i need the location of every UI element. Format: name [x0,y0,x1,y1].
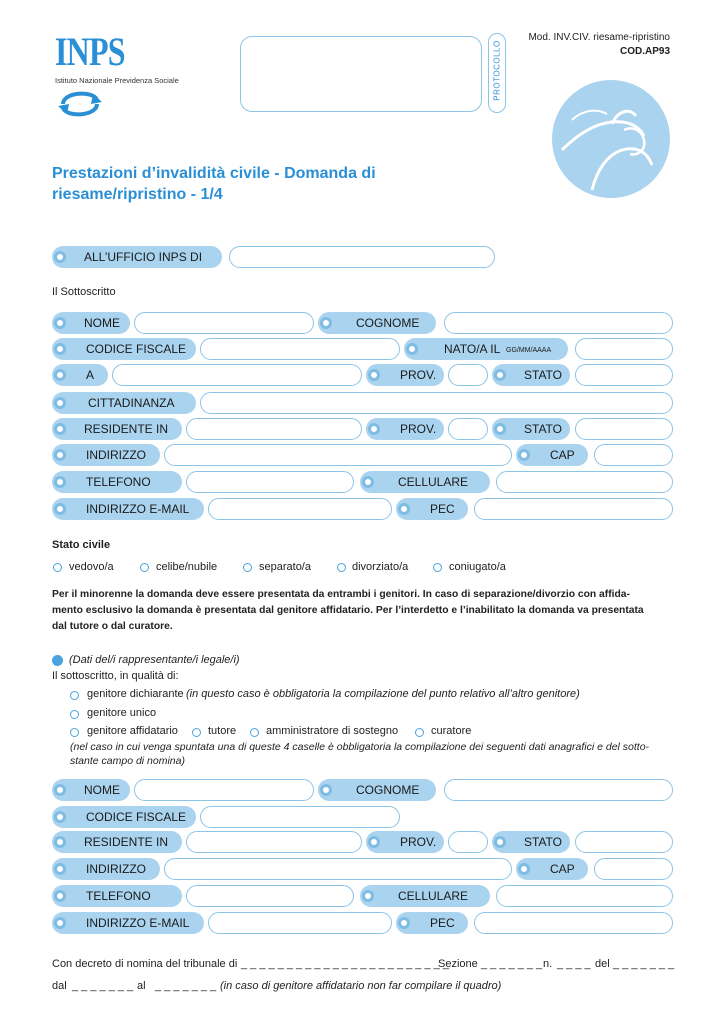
rappresentante-title: (Dati del/i rappresentante/i legale/i) [69,654,240,666]
protocollo-label: PROTOCOLLO [492,40,502,101]
telefono-field-2[interactable] [186,885,354,907]
cittadinanza-label: CITTADINANZA [52,392,196,414]
decreto-n-blank[interactable]: _ _ _ _ [557,958,591,970]
decreto-dal-label: dal [52,980,67,992]
minorenne-line3: dal tutore o dal curatore. [52,621,173,632]
coniugato-label: coniugato/a [449,561,506,573]
page-title-line2: riesame/ripristino - 1/4 [52,186,223,203]
mod-code: Mod. INV.CIV. riesame-ripristino [528,32,670,43]
prov-field-2[interactable] [448,418,488,440]
a-field[interactable] [112,364,362,386]
cellulare-label-1: CELLULARE [360,471,490,493]
minorenne-line2: mento esclusivo la domanda è presentata dal genitore affidatario. Per l’interdetto e l’inabilitato la domanda va presentata [52,605,644,616]
email-field-2[interactable] [208,912,392,934]
stato-field-1[interactable] [575,364,673,386]
residente-field-1[interactable] [186,418,362,440]
pec-field-2[interactable] [474,912,673,934]
cap-label-1: CAP [516,444,588,466]
telefono-label-1: TELEFONO [52,471,182,493]
coniugato-radio[interactable] [433,563,442,572]
stato-field-2[interactable] [575,418,673,440]
vedovo-label: vedovo/a [69,561,114,573]
decreto-sezione-blank[interactable]: _ _ _ _ _ _ _ [481,958,543,970]
a-label: A [52,364,108,386]
cognome-field-2[interactable] [444,779,673,801]
cap-field-1[interactable] [594,444,673,466]
codice-fiscale-label: CODICE FISCALE [52,338,196,360]
curatore-label: curatore [431,725,472,737]
decreto-del-label: del [595,958,610,970]
codice-fiscale-field[interactable] [200,338,400,360]
ufficio-label: ALL’UFFICIO INPS DI [52,246,222,268]
decreto-al-label: al [137,980,146,992]
inps-logo [55,30,195,120]
email-field-1[interactable] [208,498,392,520]
genitore-affidatario-label: genitore affidatario [87,725,178,737]
stato-label-3: STATO [492,831,570,853]
rappresentante-note2: stante campo di nomina) [70,755,185,767]
celibe-label: celibe/nubile [156,561,218,573]
rappresentante-bullet [52,655,63,666]
genitore-unico-label: genitore unico [87,707,157,719]
indirizzo-label-2: INDIRIZZO [52,858,160,880]
decreto-tribunale-label: Con decreto di nomina del tribunale di [52,958,238,970]
genitore-dichiarante-note: (in questo caso è obbligatoria la compilazione del punto relativo all’altro genitore) [186,688,580,700]
decreto-dal-blank[interactable]: _ _ _ _ _ _ _ [72,980,134,992]
cap-field-2[interactable] [594,858,673,880]
stato-civile-title: Stato civile [52,539,111,551]
telefono-label-2: TELEFONO [52,885,182,907]
decreto-al-blank[interactable]: _ _ _ _ _ _ _ [155,980,217,992]
prov-label-3: PROV. [366,831,444,853]
prov-field-3[interactable] [448,831,488,853]
separato-radio[interactable] [243,563,252,572]
cognome-field[interactable] [444,312,673,334]
pec-label-2: PEC [396,912,468,934]
indirizzo-field-2[interactable] [164,858,512,880]
rappresentante-note1: (nel caso in cui venga spuntata una di queste 4 caselle è obbligatoria la compilazione dei seguenti dati anagrafici e del sotto- [70,741,650,753]
decreto-del-blank[interactable]: _ _ _ _ _ _ _ [613,958,675,970]
nato-il-field[interactable] [575,338,673,360]
genitore-unico-radio[interactable] [70,710,79,719]
stato-field-3[interactable] [575,831,673,853]
genitore-affidatario-radio[interactable] [70,728,79,737]
cittadinanza-field[interactable] [200,392,673,414]
nato-il-label: NATO/A IL GG/MM/AAAA [404,338,568,360]
residente-field-2[interactable] [186,831,362,853]
rappresentante-intro: Il sottoscritto, in qualità di: [52,670,179,682]
codice-fiscale-field-2[interactable] [200,806,400,828]
cod-code: COD.AP93 [619,46,670,57]
email-label-2: INDIRIZZO E-MAIL [52,912,204,934]
telefono-field-1[interactable] [186,471,354,493]
cellulare-field-2[interactable] [496,885,673,907]
nome-label: NOME [52,312,130,334]
stato-label-1: STATO [492,364,570,386]
divorziato-label: divorziato/a [352,561,409,573]
residente-label-1: RESIDENTE IN [52,418,182,440]
genitore-dichiarante-radio[interactable] [70,691,79,700]
logo-arrows-icon [57,88,103,118]
ufficio-field[interactable] [229,246,495,268]
prov-label-1: PROV. [366,364,444,386]
logo-text: INPS [55,29,125,74]
sottoscritto-label: Il Sottoscritto [52,286,116,298]
divorziato-radio[interactable] [337,563,346,572]
nome-field-2[interactable] [134,779,314,801]
vedovo-radio[interactable] [53,563,62,572]
pec-label-1: PEC [396,498,468,520]
page-title-line1: Prestazioni d’invalidità civile - Domanda di [52,165,376,182]
curatore-radio[interactable] [415,728,424,737]
nome-label-2: NOME [52,779,130,801]
cognome-label: COGNOME [318,312,436,334]
decreto-note: (in caso di genitore affidatario non far compilare il quadro) [220,980,502,992]
decreto-tribunale-blank[interactable]: _ _ _ _ _ _ _ _ _ _ _ _ _ _ _ _ _ _ _ _ _ _ _ [241,958,449,970]
hand-illustration [552,80,670,198]
cap-label-2: CAP [516,858,588,880]
decreto-sezione-label: Sezione [438,958,478,970]
amministratore-label: amministratore di sostegno [266,725,399,737]
pec-field-1[interactable] [474,498,673,520]
hand-icon [552,80,670,198]
indirizzo-label-1: INDIRIZZO [52,444,160,466]
cognome-label-2: COGNOME [318,779,436,801]
tutore-label: tutore [208,725,237,737]
protocollo-tab [488,33,506,113]
cellulare-field-1[interactable] [496,471,673,493]
minorenne-line1: Per il minorenne la domanda deve essere presentata da entrambi i genitori. In caso di separazione/divorzio con affida- [52,589,630,600]
celibe-radio[interactable] [140,563,149,572]
tutore-radio[interactable] [192,728,201,737]
prov-label-2: PROV. [366,418,444,440]
separato-label: separato/a [259,561,311,573]
protocollo-box[interactable] [240,36,482,112]
logo-subtitle: Istituto Nazionale Previdenza Sociale [55,76,179,85]
residente-label-2: RESIDENTE IN [52,831,182,853]
genitore-dichiarante-label: genitore dichiarante [87,688,184,700]
cellulare-label-2: CELLULARE [360,885,490,907]
codice-fiscale-label-2: CODICE FISCALE [52,806,196,828]
email-label-1: INDIRIZZO E-MAIL [52,498,204,520]
prov-field-1[interactable] [448,364,488,386]
amministratore-radio[interactable] [250,728,259,737]
decreto-n-label: n. [543,958,553,970]
nome-field[interactable] [134,312,314,334]
stato-label-2: STATO [492,418,570,440]
indirizzo-field-1[interactable] [164,444,512,466]
